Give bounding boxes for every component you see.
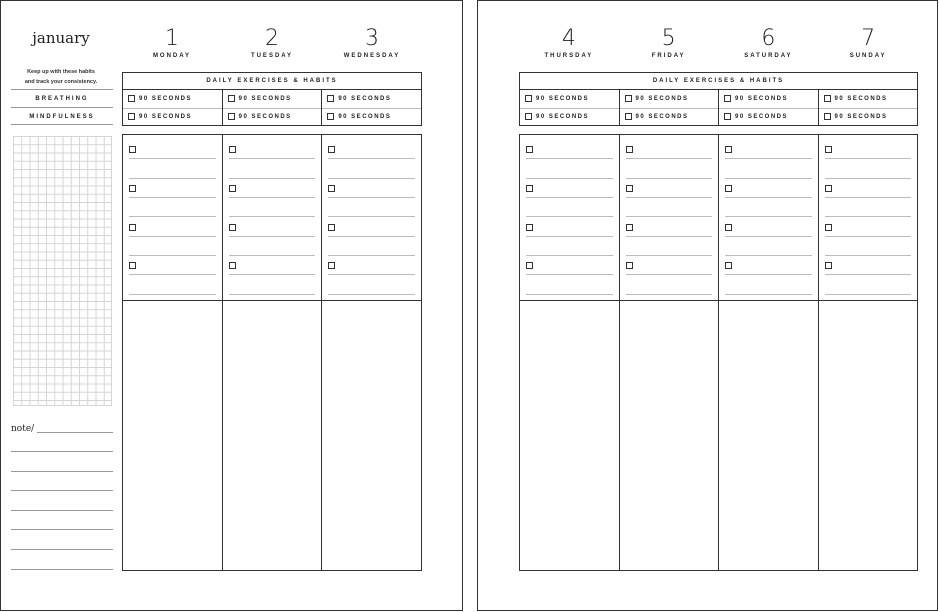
habit-checkbox-row[interactable] xyxy=(819,108,918,126)
task-line[interactable] xyxy=(825,178,912,179)
day-number: 4 xyxy=(561,26,576,51)
task-line[interactable] xyxy=(229,178,316,179)
checkbox-icon[interactable] xyxy=(229,146,236,153)
day-header xyxy=(818,27,918,59)
checkbox-icon[interactable] xyxy=(625,113,632,120)
task-line[interactable] xyxy=(129,197,216,198)
task-line[interactable] xyxy=(229,197,316,198)
task-line[interactable] xyxy=(825,255,912,256)
habit-duration-label: 90 SECONDS xyxy=(338,95,392,102)
day-name: SATURDAY xyxy=(744,53,793,59)
dot-grid-area[interactable] xyxy=(13,136,112,406)
checkbox-icon[interactable] xyxy=(626,185,633,192)
task-line[interactable] xyxy=(725,178,812,179)
habit-day-column xyxy=(321,90,421,125)
checkbox-icon[interactable] xyxy=(824,95,831,102)
day-header xyxy=(519,27,619,59)
task-line[interactable] xyxy=(328,158,415,159)
checkbox-icon[interactable] xyxy=(626,224,633,231)
checkbox-icon[interactable] xyxy=(724,113,731,120)
checkbox-icon[interactable] xyxy=(328,146,335,153)
day-notes-area[interactable] xyxy=(520,301,619,570)
task-line[interactable] xyxy=(229,216,316,217)
note-label: note/ xyxy=(11,424,35,434)
habit-checkbox-row[interactable] xyxy=(322,108,421,126)
day-tasks-column xyxy=(222,135,322,570)
task-line[interactable] xyxy=(328,178,415,179)
habit-label-mindfulness: MINDFULNESS xyxy=(11,107,113,125)
task-line[interactable] xyxy=(129,178,216,179)
habit-duration-label: 90 SECONDS xyxy=(139,113,193,120)
day-tasks-column xyxy=(718,135,818,570)
day-name: WEDNESDAY xyxy=(343,53,401,59)
habit-label-breathing: BREATHING xyxy=(11,89,113,107)
checkbox-icon[interactable] xyxy=(525,95,532,102)
checkbox-icon[interactable] xyxy=(526,185,533,192)
habit-day-column xyxy=(222,90,322,125)
habit-duration-label: 90 SECONDS xyxy=(238,113,292,120)
intro-line: and track your consistency. xyxy=(24,79,98,85)
note-line xyxy=(11,569,113,570)
habit-checkbox-row[interactable] xyxy=(223,108,322,126)
task-line[interactable] xyxy=(526,158,613,159)
checkbox-icon[interactable] xyxy=(825,224,832,231)
day-tasks-column xyxy=(818,135,918,570)
habit-duration-label: 90 SECONDS xyxy=(635,95,689,102)
task-line[interactable] xyxy=(526,274,613,275)
day-tasks-column xyxy=(619,135,719,570)
day-name: THURSDAY xyxy=(544,53,594,59)
task-line[interactable] xyxy=(526,236,613,237)
day-name: SUNDAY xyxy=(849,53,887,59)
habit-duration-label: 90 SECONDS xyxy=(139,95,193,102)
task-line[interactable] xyxy=(129,158,216,159)
checkbox-icon[interactable] xyxy=(626,146,633,153)
checkbox-icon[interactable] xyxy=(725,262,732,269)
checkbox-icon[interactable] xyxy=(825,146,832,153)
day-tasks-column xyxy=(520,135,619,570)
checkbox-icon[interactable] xyxy=(328,262,335,269)
checkbox-icon[interactable] xyxy=(526,224,533,231)
day-number: 7 xyxy=(861,26,876,51)
month-title: january xyxy=(32,29,90,47)
checkbox-icon[interactable] xyxy=(128,95,135,102)
day-header xyxy=(619,27,719,59)
task-line[interactable] xyxy=(328,255,415,256)
checkbox-icon[interactable] xyxy=(129,224,136,231)
checkbox-icon[interactable] xyxy=(525,113,532,120)
habit-checkbox-row[interactable] xyxy=(520,108,619,126)
task-line[interactable] xyxy=(825,294,912,295)
checkbox-icon[interactable] xyxy=(526,146,533,153)
task-line[interactable] xyxy=(626,158,713,159)
habit-checkbox-row[interactable] xyxy=(223,90,322,108)
checkbox-icon[interactable] xyxy=(626,262,633,269)
right-planner-page xyxy=(477,0,938,611)
task-line[interactable] xyxy=(725,255,812,256)
habit-checkbox-row[interactable] xyxy=(620,108,719,126)
task-line[interactable] xyxy=(825,158,912,159)
checkbox-icon[interactable] xyxy=(327,95,334,102)
task-line[interactable] xyxy=(328,274,415,275)
day-notes-area[interactable] xyxy=(322,301,421,570)
task-line[interactable] xyxy=(526,178,613,179)
task-line[interactable] xyxy=(825,274,912,275)
todo-list xyxy=(123,135,222,301)
task-line[interactable] xyxy=(725,274,812,275)
note-line xyxy=(11,529,113,530)
todo-list xyxy=(719,135,818,301)
habits-box-left xyxy=(122,72,422,126)
task-line[interactable] xyxy=(328,197,415,198)
checkbox-icon[interactable] xyxy=(228,113,235,120)
task-line[interactable] xyxy=(725,294,812,295)
day-number: 3 xyxy=(365,26,379,51)
checkbox-icon[interactable] xyxy=(229,224,236,231)
checkbox-icon[interactable] xyxy=(725,224,732,231)
note-line xyxy=(11,549,113,550)
habit-day-column xyxy=(818,90,918,125)
task-line[interactable] xyxy=(626,197,713,198)
task-line[interactable] xyxy=(526,197,613,198)
habit-day-column xyxy=(123,90,222,125)
task-line[interactable] xyxy=(328,216,415,217)
day-header xyxy=(222,27,322,59)
day-notes-area[interactable] xyxy=(620,301,719,570)
habit-duration-label: 90 SECONDS xyxy=(536,95,590,102)
checkbox-icon[interactable] xyxy=(825,262,832,269)
note-line xyxy=(11,510,113,511)
checkbox-icon[interactable] xyxy=(725,185,732,192)
task-line[interactable] xyxy=(725,236,812,237)
habit-checkbox-row[interactable] xyxy=(719,108,818,126)
task-line[interactable] xyxy=(328,294,415,295)
todo-list xyxy=(620,135,719,301)
day-number: 5 xyxy=(661,26,676,51)
day-tasks-column xyxy=(123,135,222,570)
checkbox-icon[interactable] xyxy=(129,146,136,153)
habit-duration-label: 90 SECONDS xyxy=(338,113,392,120)
habits-box-title: DAILY EXERCISES & HABITS xyxy=(520,73,917,90)
habit-checkbox-row[interactable] xyxy=(123,90,222,108)
task-line[interactable] xyxy=(526,294,613,295)
checkbox-icon[interactable] xyxy=(129,185,136,192)
day-name: TUESDAY xyxy=(250,53,294,59)
day-header xyxy=(122,27,222,59)
habit-day-column xyxy=(718,90,818,125)
task-line[interactable] xyxy=(626,178,713,179)
day-notes-area[interactable] xyxy=(123,301,222,570)
checkbox-icon[interactable] xyxy=(328,224,335,231)
habit-checkbox-row[interactable] xyxy=(819,90,918,108)
habit-checkbox-row[interactable] xyxy=(123,108,222,126)
tasks-box-right xyxy=(519,134,918,571)
habit-duration-label: 90 SECONDS xyxy=(635,113,689,120)
habits-box-right xyxy=(519,72,918,126)
habit-checkbox-row[interactable] xyxy=(520,90,619,108)
habit-duration-label: 90 SECONDS xyxy=(735,95,789,102)
day-number: 6 xyxy=(761,26,776,51)
checkbox-icon[interactable] xyxy=(824,113,831,120)
checkbox-icon[interactable] xyxy=(625,95,632,102)
checkbox-icon[interactable] xyxy=(128,113,135,120)
todo-list xyxy=(223,135,322,301)
task-line[interactable] xyxy=(526,216,613,217)
task-line[interactable] xyxy=(626,236,713,237)
tasks-box-left xyxy=(122,134,422,571)
task-line[interactable] xyxy=(129,274,216,275)
intro-line: Keep up with these habits xyxy=(27,69,95,75)
task-line[interactable] xyxy=(626,255,713,256)
day-header xyxy=(322,27,422,59)
task-line[interactable] xyxy=(129,255,216,256)
habit-duration-label: 90 SECONDS xyxy=(834,95,888,102)
habit-checkbox-row[interactable] xyxy=(719,90,818,108)
checkbox-icon[interactable] xyxy=(526,262,533,269)
day-name: FRIDAY xyxy=(651,53,686,59)
note-line xyxy=(11,471,113,472)
task-line[interactable] xyxy=(129,216,216,217)
task-line[interactable] xyxy=(229,236,316,237)
task-line[interactable] xyxy=(626,294,713,295)
habit-duration-label: 90 SECONDS xyxy=(536,113,590,120)
day-notes-area[interactable] xyxy=(223,301,322,570)
task-line[interactable] xyxy=(526,255,613,256)
habits-box-title: DAILY EXERCISES & HABITS xyxy=(123,73,421,90)
task-line[interactable] xyxy=(725,197,812,198)
checkbox-icon[interactable] xyxy=(129,262,136,269)
task-line[interactable] xyxy=(825,197,912,198)
habit-day-column xyxy=(619,90,719,125)
task-line[interactable] xyxy=(129,294,216,295)
checkbox-icon[interactable] xyxy=(327,113,334,120)
habit-checkbox-row[interactable] xyxy=(620,90,719,108)
note-line xyxy=(11,490,113,491)
task-line[interactable] xyxy=(725,158,812,159)
task-line[interactable] xyxy=(129,236,216,237)
day-number: 2 xyxy=(265,26,279,51)
task-line[interactable] xyxy=(229,274,316,275)
checkbox-icon[interactable] xyxy=(725,146,732,153)
task-line[interactable] xyxy=(626,216,713,217)
habit-day-column xyxy=(520,90,619,125)
task-line[interactable] xyxy=(725,216,812,217)
task-line[interactable] xyxy=(328,236,415,237)
day-name: MONDAY xyxy=(152,53,192,59)
checkbox-icon[interactable] xyxy=(228,95,235,102)
checkbox-icon[interactable] xyxy=(724,95,731,102)
day-tasks-column xyxy=(321,135,421,570)
task-line[interactable] xyxy=(229,158,316,159)
left-planner-page xyxy=(0,0,463,611)
day-notes-area[interactable] xyxy=(819,301,918,570)
task-line[interactable] xyxy=(229,294,316,295)
checkbox-icon[interactable] xyxy=(229,185,236,192)
note-line xyxy=(37,432,113,433)
day-notes-area[interactable] xyxy=(719,301,818,570)
habit-duration-label: 90 SECONDS xyxy=(238,95,292,102)
checkbox-icon[interactable] xyxy=(825,185,832,192)
checkbox-icon[interactable] xyxy=(229,262,236,269)
day-header xyxy=(719,27,819,59)
task-line[interactable] xyxy=(825,216,912,217)
todo-list xyxy=(819,135,918,301)
habit-duration-label: 90 SECONDS xyxy=(834,113,888,120)
note-line xyxy=(11,451,113,452)
task-line[interactable] xyxy=(626,274,713,275)
habit-duration-label: 90 SECONDS xyxy=(735,113,789,120)
task-line[interactable] xyxy=(229,255,316,256)
todo-list xyxy=(322,135,421,301)
habit-intro-text xyxy=(11,67,111,87)
checkbox-icon[interactable] xyxy=(328,185,335,192)
habit-checkbox-row[interactable] xyxy=(322,90,421,108)
todo-list xyxy=(520,135,619,301)
day-number: 1 xyxy=(165,26,179,51)
task-line[interactable] xyxy=(825,236,912,237)
